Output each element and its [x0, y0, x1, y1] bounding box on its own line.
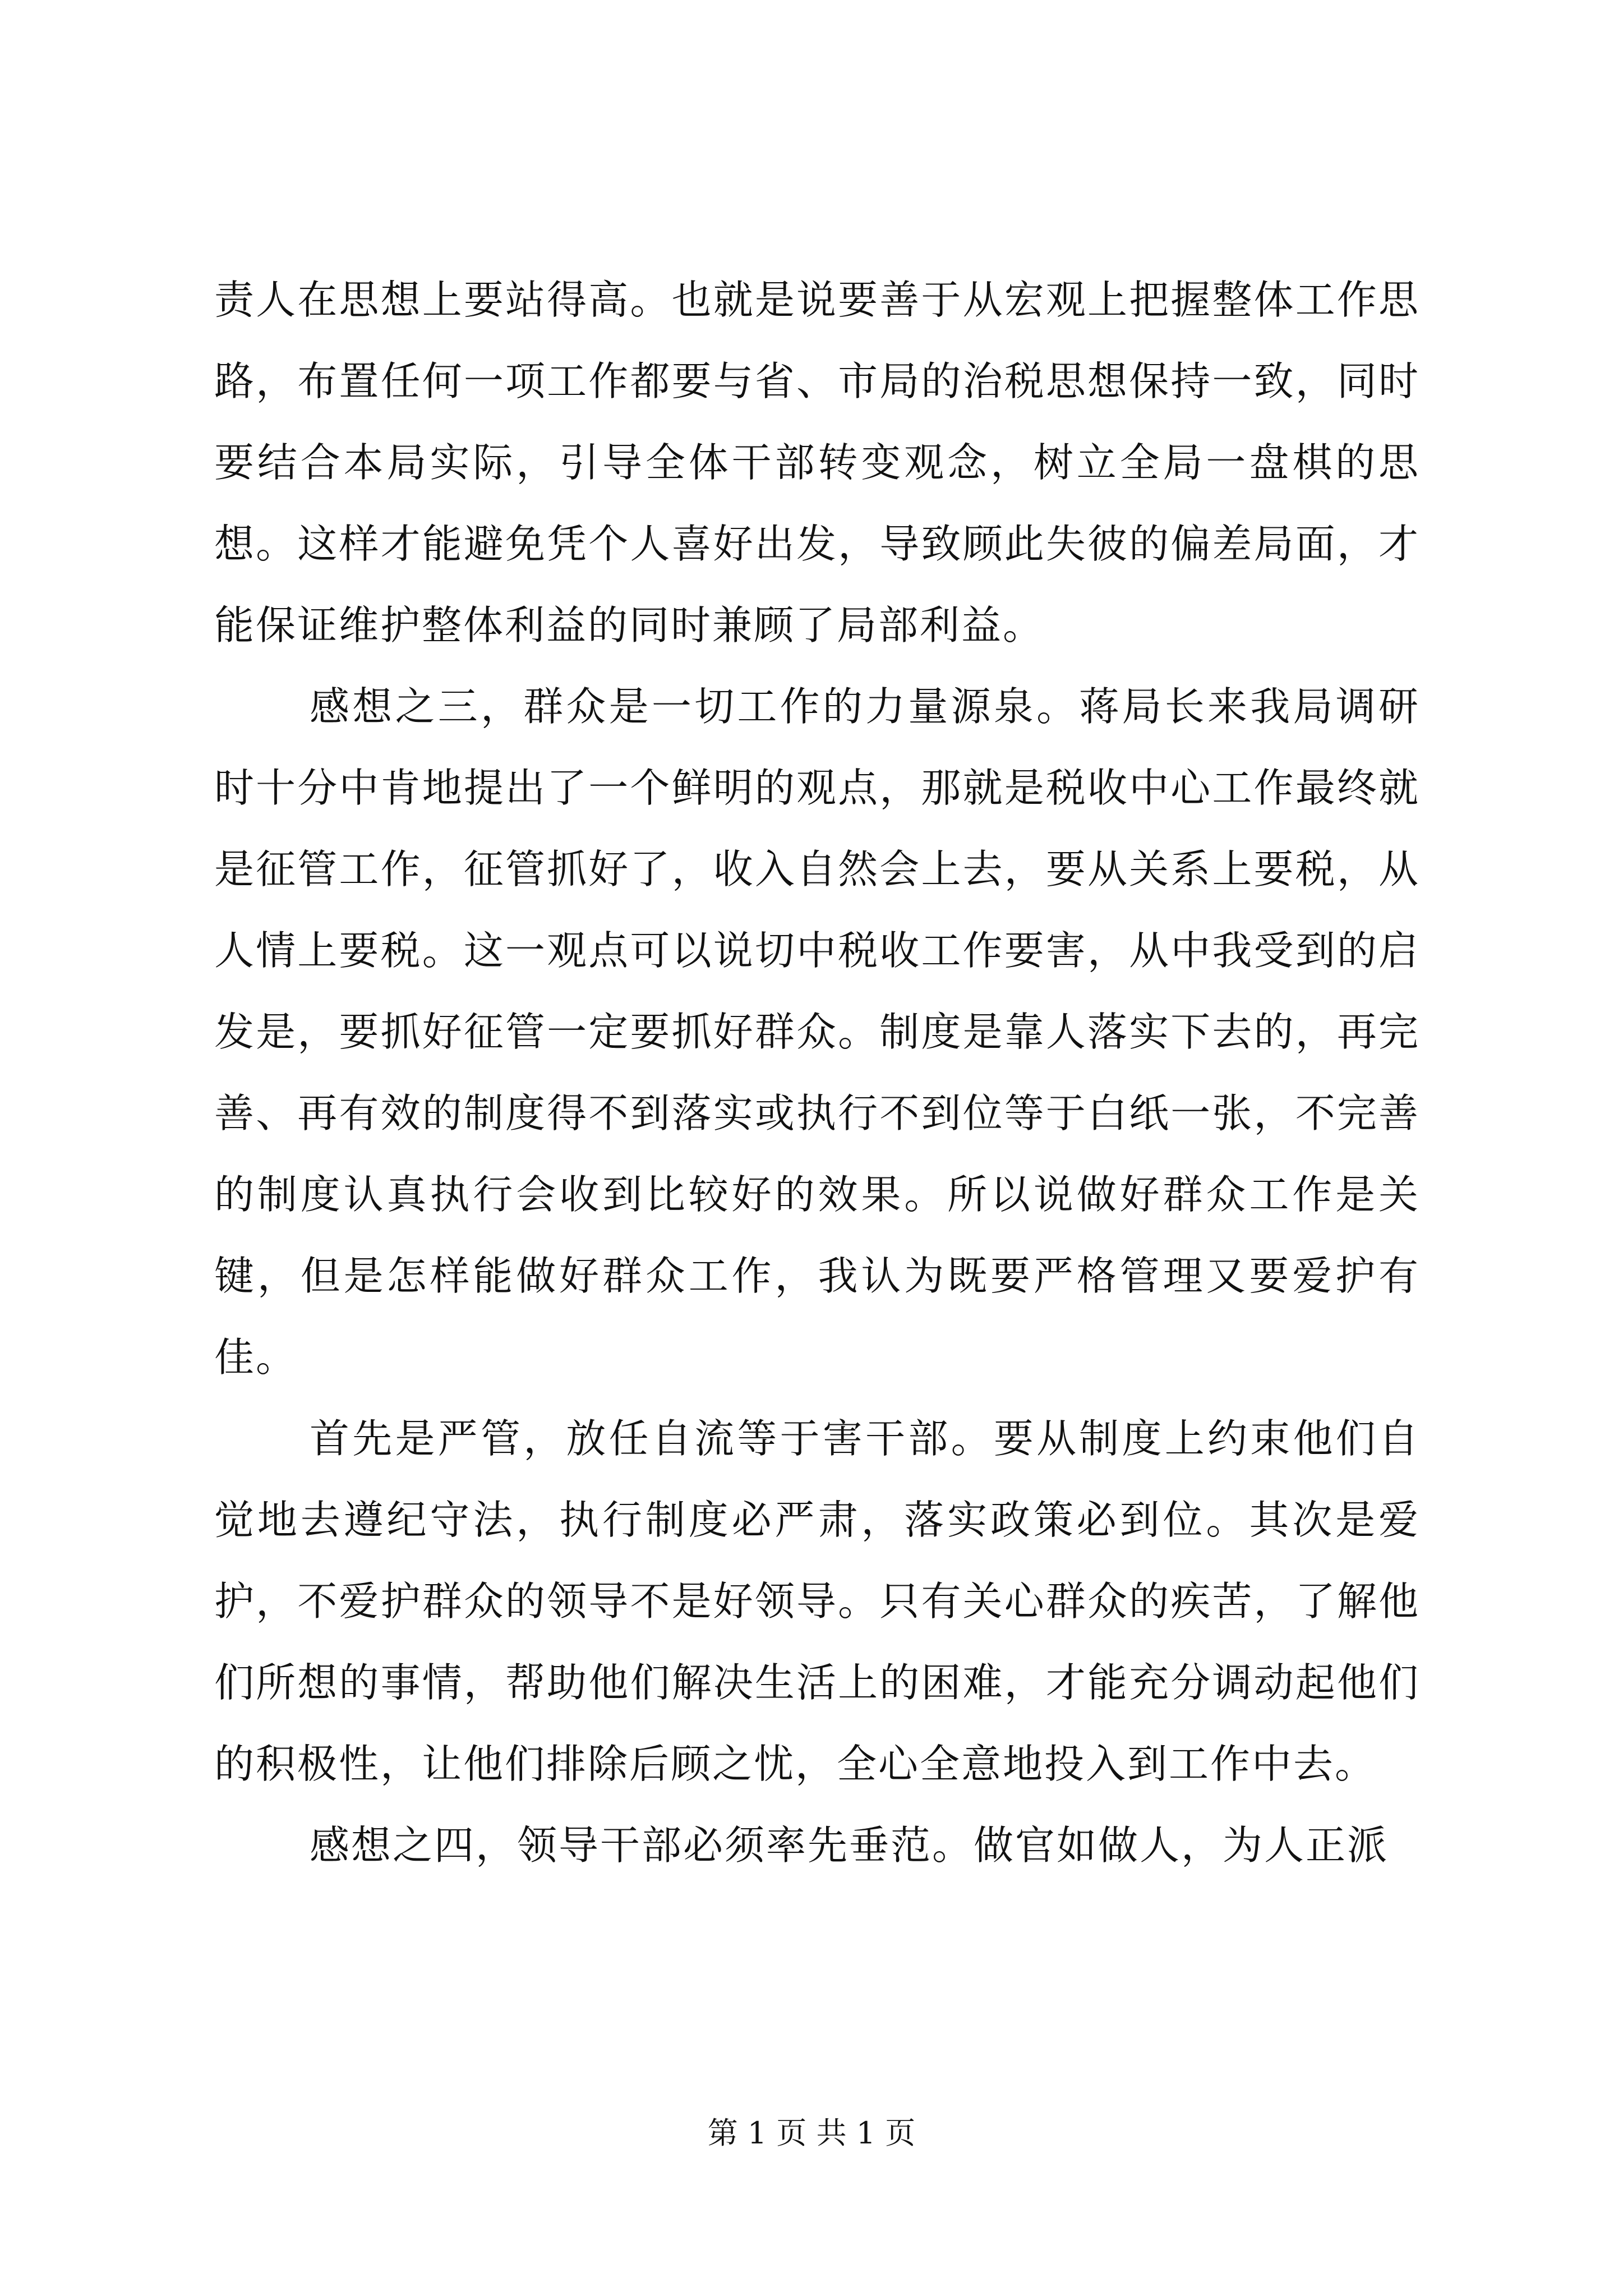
page-footer [0, 2109, 1623, 2152]
paragraph-2: 感想之三，群众是一切工作的力量源泉。蒋局长来我局调研时十分中肯地提出了一个鲜明的观点，那就是税收中心工作最终就是征管工作，征管抓好了，收入自然会上去，要从关系上要税，从人情上要税。这一观点可以说切中税收工作要害，从中我受到的启发是，要抓好征管一定要抓好群众。制度是靠人落实下去的，再完善、再有效的制度得不到落实或执行不到位等于白纸一张，不完善的制度认真执行会收到比较好的效果。所以说做好群众工作是关键，但是怎样能做好群众工作，我认为既要严格管理又要爱护有佳。 [214, 683, 1420, 1381]
page-number-label: 第 1 页 共 1 页 [707, 2115, 916, 2151]
paragraph-4: 感想之四，领导干部必须率先垂范。做官如做人，为人正派 [310, 1822, 1389, 1869]
paragraph-3: 首先是严管，放任自流等于害干部。要从制度上约束他们自觉地去遵纪守法，执行制度必严肃，落实政策必到位。其次是爱护，不爱护群众的领导不是好领导。只有关心群众的疾苦，了解他们所想的事情，帮助他们解决生活上的困难，才能充分调动起他们的积极性，让他们排除后顾之忧，全心全意地投入到工作中去。 [214, 1415, 1420, 1787]
document-body [214, 259, 1420, 1886]
paragraph-1: 责人在思想上要站得高。也就是说要善于从宏观上把握整体工作思路，布置任何一项工作都要与省、市局的治税思想保持一致，同时要结合本局实际，引导全体干部转变观念，树立全局一盘棋的思想。这样才能避免凭个人喜好出发，导致顾此失彼的偏差局面，才能保证维护整体利益的同时兼顾了局部利益。 [214, 277, 1420, 648]
